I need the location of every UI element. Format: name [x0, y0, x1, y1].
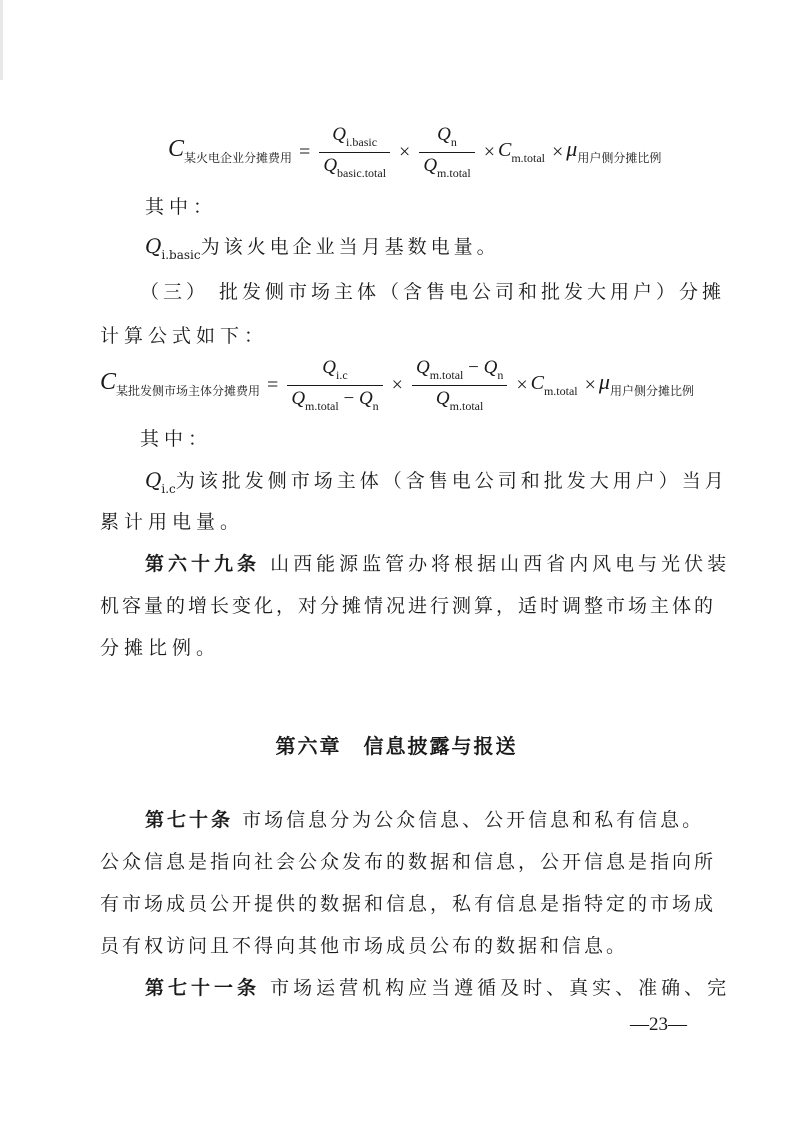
page-edge-shadow [0, 0, 3, 80]
fraction-remaining: $\frac{Q_{m.total} - Q_n}{Q_{m.total}}$ [412, 357, 507, 414]
chapter-heading: 第六章 信息披露与报送 [275, 734, 518, 758]
where-label-1: 其中： [145, 196, 218, 218]
fraction-n: $\frac{Q_n}{Q_{m.total}}$ [419, 124, 474, 181]
article-71-line-1: 第七十一条 市场运营机构应当遵循及时、真实、准确、完 [145, 977, 731, 999]
equals-sign: = [299, 141, 311, 163]
article-69-line-1: 第六十九条 山西能源监管办将根据山西省内风电与光伏装 [145, 553, 731, 575]
lhs-subscript: 某火电企业分摊费用 [184, 151, 293, 166]
definition-q-basic: $Q_{i.basic}$为该火电企业当月基数电量。 [145, 234, 500, 262]
section-3-continued: 计算公式如下： [100, 325, 269, 347]
section-3-heading: （三） 批发侧市场主体（含售电公司和批发大用户）分摊 [140, 281, 726, 303]
article-69-title: 第六十九条 [145, 553, 261, 575]
article-70-line-4: 员有权访问且不得向其他市场成员公布的数据和信息。 [100, 935, 629, 957]
article-69-line-3: 分摊比例。 [100, 637, 221, 659]
fraction-ic: $\frac{Q_{i.c}}{Q_{m.total} - Q_n}$ [287, 357, 382, 414]
article-71-title: 第七十一条 [145, 977, 261, 999]
definition-q-ic-continued: 累计用电量。 [100, 511, 245, 533]
where-label-2: 其中： [140, 428, 213, 450]
var-mu: μ [566, 136, 578, 162]
times-sign: × [399, 141, 411, 163]
formula-thermal-allocation: $C_{某火电企业分摊费用}$ = $\frac{Q_{i.basic}}{Q_{basic.total}}$ × $\frac{Q_n}{Q_{m.total}}$ × $C_{m.total} \times \mu_{用户侧分摊比例}$ [168, 124, 662, 180]
formula-wholesale-allocation: $C_{某批发侧市场主体分摊费用}$ = $\frac{Q_{i.c}}{Q_{m.total} - Q_n}$ × $\frac{Q_{m.total} - Q_n}{Q_{m.total}}$ × $C_{m.total} \times \mu_{用户侧分摊比例}$ [100, 357, 694, 413]
var-c: C [168, 136, 185, 163]
article-70-line-1: 第七十条 市场信息分为公众信息、公开信息和私有信息。 [145, 809, 705, 831]
fraction-basic: $\frac{Q_{i.basic}}{Q_{basic.total}}$ [319, 124, 390, 181]
page-number: —23— [630, 1014, 687, 1035]
article-70-line-2: 公众信息是指向社会公众发布的数据和信息，公开信息是指向所 [100, 851, 717, 873]
article-70-title: 第七十条 [145, 809, 234, 831]
article-70-line-3: 有市场成员公开提供的数据和信息，私有信息是指特定的市场成 [100, 893, 717, 915]
definition-q-ic: $Q_{i.c}$为该批发侧市场主体（含售电公司和批发大用户）当月 [145, 468, 728, 496]
article-69-line-2: 机容量的增长变化，对分摊情况进行测算，适时调整市场主体的 [100, 595, 717, 617]
lhs-subscript: 某批发侧市场主体分摊费用 [116, 384, 261, 399]
